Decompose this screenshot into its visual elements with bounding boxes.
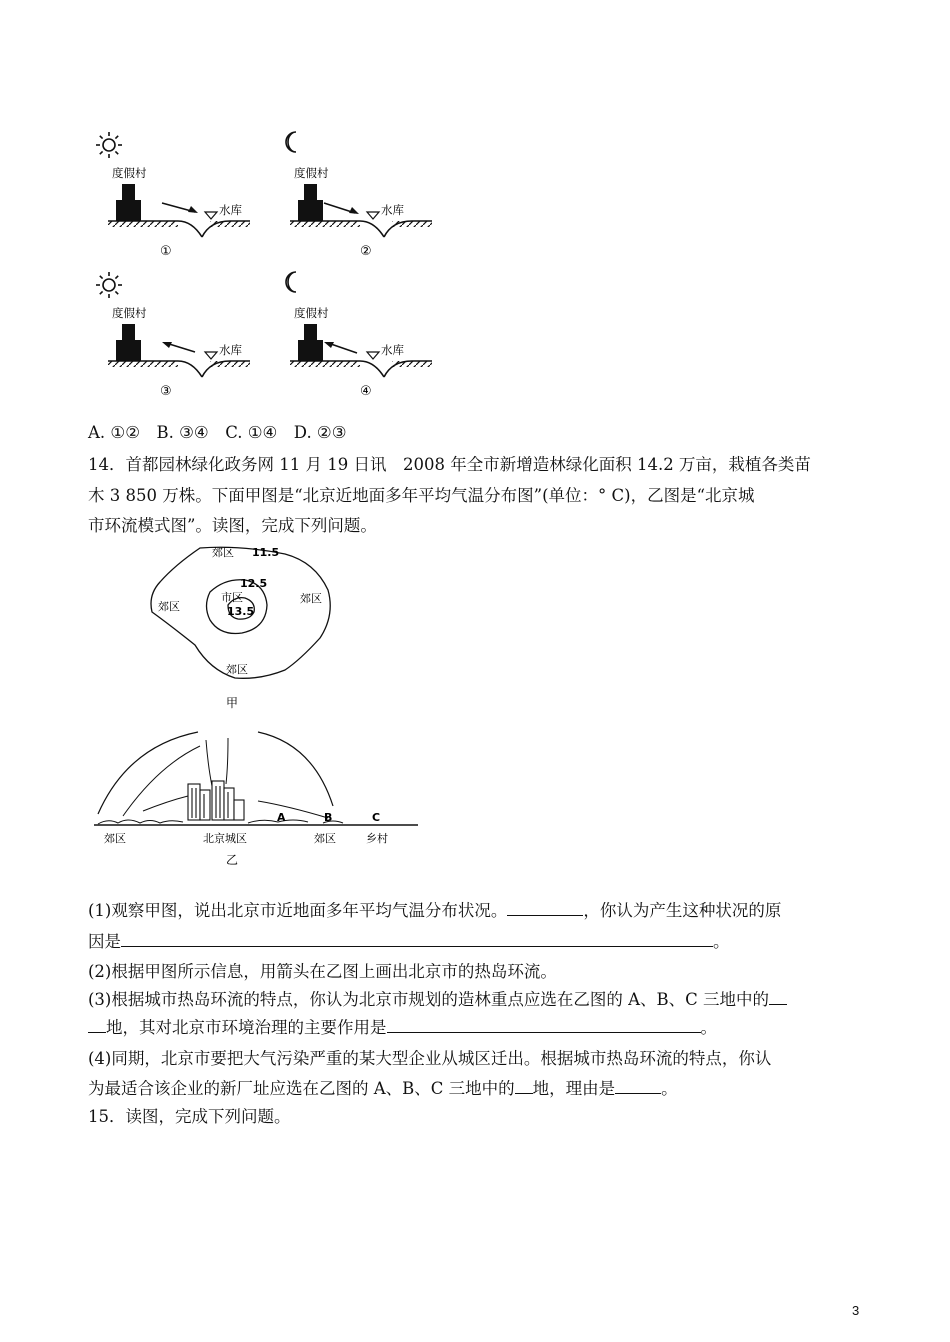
q14-sub4-line-1: (4)同期，北京市要把大气污染严重的某大型企业从城区迁出。根据城市热岛环流的特点，你认 [88,1049,772,1068]
answer-blank[interactable] [121,930,713,947]
resort-label: 度假村 [112,166,147,180]
panel-3 [96,272,250,399]
label-city: 市区 [221,591,243,604]
point-a: A [277,811,286,824]
page-number: 3 [852,1303,860,1318]
answer-blank[interactable] [769,988,787,1005]
reservoir-label: 水库 [219,343,242,357]
resort-label: 度假村 [294,166,329,180]
isotherm-label-11-5: 11.5 [252,546,280,559]
reservoir-label: 水库 [381,343,404,357]
resort-label: 度假村 [294,306,329,320]
reservoir-symbol [205,352,217,359]
q14-stem-line-3: 市环流模式图”。读图，完成下列问题。 [88,516,377,535]
q15-stem: 15．读图，完成下列问题。 [88,1107,291,1126]
q14-sub1-line-2: 因是 。 [88,932,730,951]
panel-number: ③ [160,384,172,399]
answer-blank[interactable] [515,1077,533,1094]
circulation-arc-left [98,732,198,814]
label-suburb-right: 郊区 [300,592,322,605]
answer-blank[interactable] [387,1016,701,1033]
q14-stem-line-2: 木 3 850 万株。下面甲图是“北京近地面多年平均气温分布图”(单位：° C)，乙图是“北京城 [88,486,755,505]
reservoir-label: 水库 [381,203,404,217]
q14-sub1-line-1: (1)观察甲图，说出北京市近地面多年平均气温分布状况。 ，你认为产生这种状况的原 [88,901,782,920]
answer-blank[interactable] [615,1077,661,1094]
map-jia [140,540,340,715]
answer-blank[interactable] [88,1016,106,1033]
point-b: B [324,811,333,824]
q14-stem-line-1: 14．首都园林绿化政务网 11 月 19 日讯 2008 年全市新增造林绿化面积 14.2 万亩，栽植各类苗 [88,455,811,474]
ground-label-village: 乡村 [366,832,388,845]
q14-sub3-line-2: 地，其对北京市环境治理的主要作用是 。 [88,1016,717,1040]
reservoir-symbol [367,352,379,359]
panel-number: ② [360,244,372,259]
sun-icon [96,132,122,158]
diagram-yi [88,726,428,870]
map-caption-jia: 甲 [226,696,239,710]
panel-4 [286,272,432,399]
city-buildings [188,781,244,820]
ground-label-city: 北京城区 [203,832,247,845]
moon-icon [286,272,296,292]
sun-icon [96,272,122,298]
panel-number: ① [160,244,172,259]
q14-sub3-line-1: (3)根据城市热岛环流的特点，你认为北京市规划的造林重点应选在乙图的 A、B、C 三地中的 [88,988,787,1012]
ground-label-suburb-right: 郊区 [314,832,336,845]
circulation-arc-right [258,732,333,806]
q13-options: A. ①② B. ③④ C. ①④ D. ②③ [88,423,347,442]
reservoir-symbol [205,212,217,219]
ground-label-suburb-left: 郊区 [104,832,126,845]
q14-sub4-line-2: 为最适合该企业的新厂址应选在乙图的 A、B、C 三地中的 地，理由是 。 [88,1079,678,1098]
isotherm-label-13-5: 13.5 [227,605,255,618]
panel-number: ④ [360,384,372,399]
q13-diagrams [80,120,460,410]
q14-sub2: (2)根据甲图所示信息，用箭头在乙图上画出北京市的热岛环流。 [88,962,557,981]
panel-2 [286,132,432,259]
reservoir-symbol [367,212,379,219]
label-suburb-bottom: 郊区 [226,663,248,676]
resort-label: 度假村 [112,306,147,320]
answer-blank[interactable] [507,899,583,916]
label-suburb-left: 郊区 [158,600,180,613]
moon-icon [286,132,296,152]
panel-1 [96,132,250,259]
isotherm-label-12-5: 12.5 [240,577,268,590]
label-suburb-top: 郊区 [212,546,234,559]
diagram-caption-yi: 乙 [226,853,239,867]
point-c: C [372,811,381,824]
reservoir-label: 水库 [219,203,242,217]
